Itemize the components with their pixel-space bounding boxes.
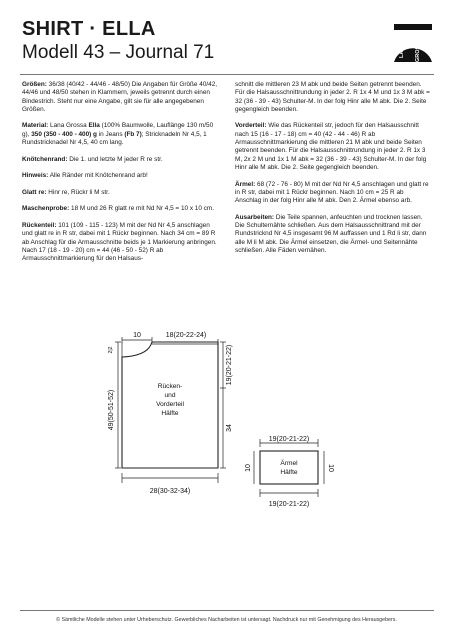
paragraph-aermel: Ärmel: 68 (72 - 76 - 80) M mit der Nd Nr 4,5 anschlagen und glatt re in R str, dabei mit 1 Rückr beginnen. Nach 10 cm = 25 R ab Anschlag in der folg Hinr alle M abk. Den 2. Ärmel ebenso arb. — [235, 180, 429, 205]
svg-text:GROSSA: GROSSA — [415, 38, 421, 62]
schematic-diagram — [0, 330, 453, 520]
paragraph-rueckenteil: Rückenteil: 101 (109 - 115 - 123) M mit der Nd Nr 4,5 anschlagen und glatt re in R str, dabei mit 1 Rückr beginnen. Nach 34 cm = 89 R ab Anschlag für die Armausschnitte beids je 1 Markierung anbringen. Nach 17 (18 - 19 - 20) cm = 44 (46 - 50 - 52) R ab Armausschnittmarkierung für den Halsaus- — [22, 222, 217, 263]
dim-sleeve-top: 19(20-21-22) — [268, 436, 310, 443]
body-label-line-3: Vorderteil — [156, 401, 184, 408]
sleeve-label-line-1: Ärmel — [280, 460, 298, 467]
paragraph-vorderteil: Vorderteil: Wie das Rückenteil str, jedoch für den Halsausschnitt nach 15 (16 - 17 - 18) cm = 40 (42 - 44 - 46) R ab Armausschnittmarkierung die mittleren 21 M abk und beide Seiten getrennt beenden. Für die Halsausschnittrundung in jeder 2. R 1x 3 M, 2x 2 M und 1x 1 M abk = 32 (36 - 39 - 43) Schulter-M. In der folg Hinr alle M abk. Die 2. Seite gegengleich beenden. — [235, 122, 427, 171]
dim-shoulder-width: 18(20-22-24) — [165, 332, 207, 339]
paragraph-material: Material: Lana Grossa Ella (100% Baumwolle, Lauflänge 130 m/50 g), 350 (350 - 400 - 400) g in Jeans (Fb 7); Stricknadeln Nr 4,5, 1 Rundstricknadel Nr 4,5, 40 cm lang. — [22, 122, 214, 147]
dim-side-height: 34 — [226, 424, 233, 432]
page-title: SHIRT · ELLA — [22, 18, 156, 40]
paragraph-ausarbeiten: Ausarbeiten: Die Teile spannen, anfeuchten und trocknen lassen. Die Schulternähte schließen. Aus dem Halsausschnittrand mit der Rundstricknd Nr 4,5 insgesamt 96 M auffassen und 1 Rd li str, dann alle M li M abk. Die Ärmel einsetzen, die Ärmel- und Seitennähte schließen. Alle Fäden vernähen. — [235, 213, 427, 254]
paragraph-glatt-re: Glatt re: Hinr re, Rückr li M str. — [22, 188, 110, 196]
lana-grossa-logo — [392, 22, 434, 66]
dim-sleeve-left: 10 — [245, 464, 252, 472]
dim-sleeve-bottom: 19(20-21-22) — [268, 501, 310, 508]
dim-total-height: 49(50-51-52) — [108, 389, 115, 431]
dim-bottom-width: 28(30-32-34) — [149, 488, 191, 495]
paragraph-groessen: Größen: 36/38 (40/42 - 44/46 - 48/50) Die Angaben für Größe 40/42, 44/46 und 48/50 stehen in Klammern, jeweils getrennt durch einen Bindestrich. Steht nur eine Angabe, gilt sie für alle angegebenen Größen. — [22, 81, 218, 113]
body-label-line-1: Rücken- — [157, 383, 183, 390]
sleeve-label-line-2: Hälfte — [280, 469, 298, 476]
instructions-left-column — [22, 81, 218, 272]
dim-neck-depth: 2|2 — [108, 346, 114, 354]
footer-rule — [20, 610, 434, 611]
dim-neck-width: 10 — [133, 332, 141, 339]
header-rule — [20, 74, 434, 75]
page-subtitle: Modell 43 – Journal 71 — [22, 42, 215, 63]
sleeve-outline — [260, 451, 318, 484]
dim-sleeve-right: 10 — [327, 464, 334, 472]
paragraph-rueckenteil-cont: schnitt die mittleren 23 M abk und beide Seiten getrennt beenden. Für die Halsausschnittrundung in jeder 2. R 1x 4 M und 1x 3 M abk = 32 (36 - 39 - 43) Schulter-M. In der folg Hinr alle M abk. Die 2. Seite gegengleich beenden. — [235, 81, 430, 113]
header — [22, 18, 214, 64]
paragraph-maschenprobe: Maschenprobe: 18 M und 26 R glatt re mit Nd Nr 4,5 = 10 x 10 cm. — [22, 205, 214, 213]
svg-text:LANA: LANA — [399, 42, 405, 58]
paragraph-hinweis: Hinweis: Alle Ränder mit Knötchenrand arb! — [22, 172, 148, 180]
body-label-line-2: und — [164, 392, 176, 399]
body-label-line-4: Hälfte — [161, 410, 179, 417]
instructions-right-column — [235, 81, 431, 264]
copyright-footer: © Sämtliche Modelle stehen unter Urheberschutz. Gewerbliches Nacharbeiten ist untersagt. Nachdruck nur mit Genehmigung des Herausgebers. — [56, 617, 397, 623]
dim-armhole-height: 19(20-21-22) — [226, 344, 233, 386]
paragraph-knoetchenrand: Knötchenrand: Die 1. und letzte M jeder R re str. — [22, 155, 163, 163]
